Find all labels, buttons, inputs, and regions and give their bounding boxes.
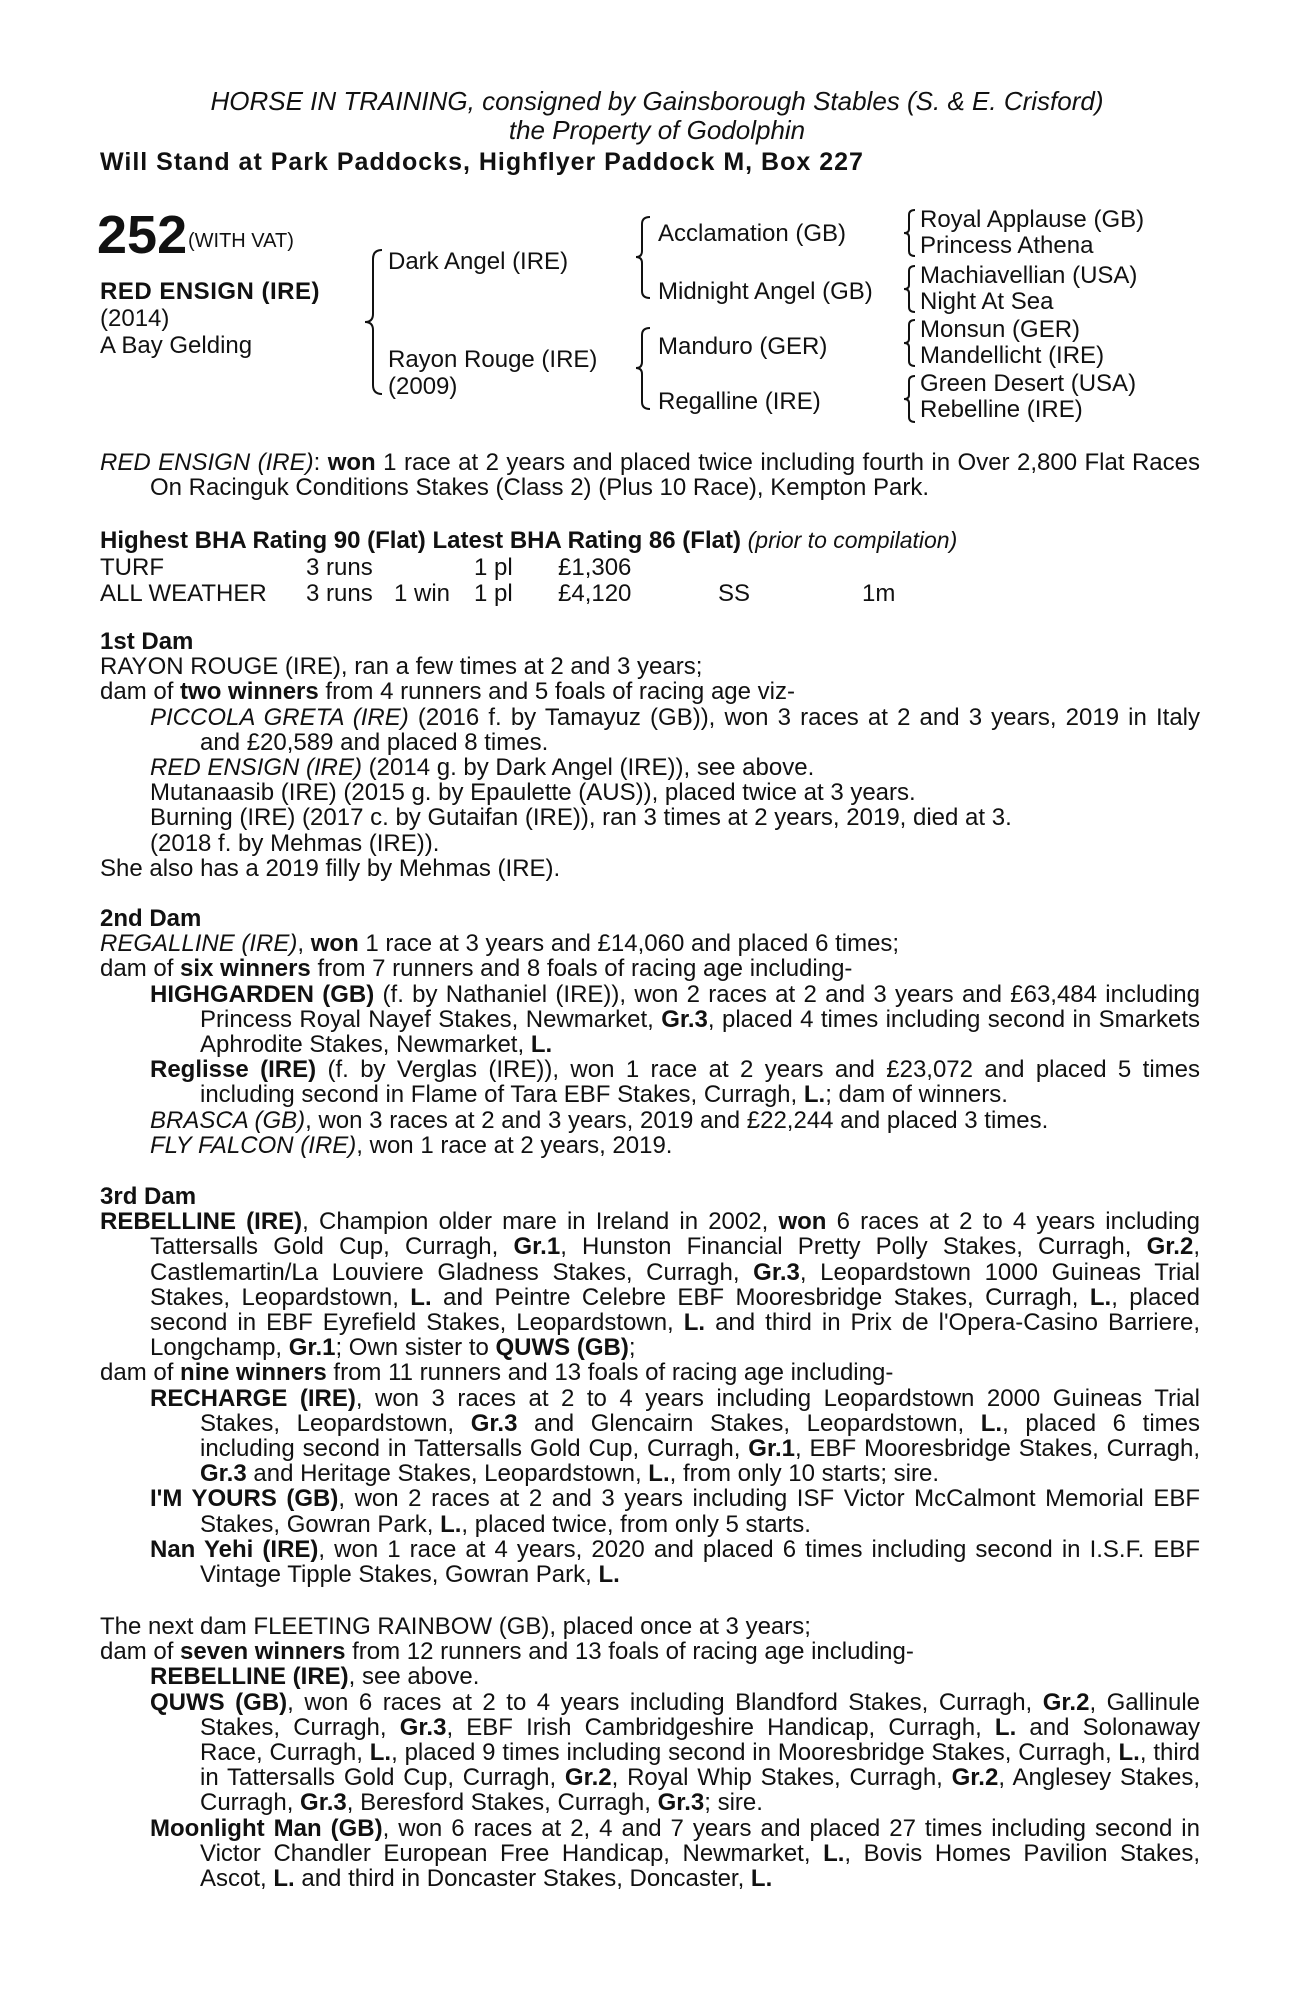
first-dam-heading: 1st Dam <box>100 628 194 655</box>
consignor-line: HORSE IN TRAINING, consigned by Gainsborough Stables (S. & E. Crisford) <box>210 86 1104 116</box>
produce-moonlight-man: Moonlight Man (GB), won 6 races at 2, 4 and 7 years and placed 27 times including second in Victor Chandler European Free Handicap, Newmarket, L., Bovis Homes Pavilion Stakes, Ascot, L. and third in Doncaster Stakes, Doncaster, L. <box>150 1814 1200 1893</box>
pedigree-dam-dam: Regalline (IRE) <box>658 388 821 415</box>
latest-rating: Latest BHA Rating 86 (Flat) <box>432 527 741 554</box>
produce-fly-falcon: FLY FALCON (IRE), won 1 race at 2 years, 2019. <box>150 1131 673 1159</box>
pedigree-brace-dam <box>632 326 656 411</box>
produce-2018-filly: (2018 f. by Mehmas (IRE)). <box>150 829 440 857</box>
second-dam-heading: 2nd Dam <box>100 905 202 932</box>
ratings-note: (prior to compilation) <box>747 527 958 553</box>
horse-name: RED ENSIGN (IRE) <box>100 278 321 305</box>
lot-number: 252 <box>97 205 188 265</box>
produce-mutanaasib: Mutanaasib (IRE) (2015 g. by Epaulette (AUS)), placed twice at 3 years. <box>150 779 916 807</box>
first-dam-section: 1st Dam RAYON ROUGE (IRE), ran a few times at 2 and 3 years; dam of two winners from 4 runners and 5 foals of racing age viz- PICCOLA GRETA (IRE) (2016 f. by Tamayuz (GB)), won 3 races at 2 and 3 years, 2019 in Italy and £20,589 and placed 8 times. RED ENSIGN (IRE) (2014 g. by Dark Angel (IRE)), see above. Mutanaasib (IRE) (2015 g. by Epaulette (AUS)), placed twice at 3 years. Burning (IRE) (2017 c. by Gutaifan (IRE)), ran 3 times at 2 years, 2019, died at 3. (2018 f. by Mehmas (IRE)). She also has a 2019 filly by Mehmas (IRE). <box>100 628 1201 882</box>
ratings-line <box>100 527 957 555</box>
produce-highgarden: HIGHGARDEN (GB) (f. by Nathaniel (IRE)), won 2 races at 2 and 3 years and £63,484 including Princess Royal Nayef Stakes, Newmarket, Gr.3, placed 4 times including second in Smarkets Aphrodite Stakes, Newmarket, L. <box>150 980 1201 1059</box>
produce-recharge: RECHARGE (IRE), won 3 races at 2 to 4 years including Leopardstown 2000 Guineas Trial Stakes, Leopardstown, Gr.3 and Glencairn Stakes, Leopardstown, L., placed 6 times including second in Tattersalls Gold Cup, Curragh, Gr.1, EBF Mooresbridge Stakes, Curragh, Gr.3 and Heritage Stakes, Leopardstown, L., from only 10 starts; sire. <box>150 1384 1200 1488</box>
turf-label: TURF <box>100 554 164 581</box>
pedigree-g6: Mandellicht (IRE) <box>920 342 1105 369</box>
aw-money: £4,120 <box>558 580 632 607</box>
pedigree-dam: Rayon Rouge (IRE) <box>388 346 598 373</box>
pedigree-sire-dam: Midnight Angel (GB) <box>658 278 873 305</box>
turf-placed: 1 pl <box>474 554 513 581</box>
produce-brasca: BRASCA (GB), won 3 races at 2 and 3 years, 2019 and £22,244 and placed 3 times. <box>150 1106 1049 1134</box>
produce-quws: QUWS (GB), won 6 races at 2 to 4 years including Blandford Stakes, Curragh, Gr.2, Gallinule Stakes, Curragh, Gr.3, EBF Irish Cambridgeshire Handicap, Curragh, L. and Solonaway Race, Curragh, L., placed 9 times including second in Mooresbridge Stakes, Curragh, L., third in Tattersalls Gold Cup, Curragh, Gr.2, Royal Whip Stakes, Curragh, Gr.2, Anglesey Stakes, Curragh, Gr.3, Beresford Stakes, Curragh, Gr.3; sire. <box>150 1688 1201 1817</box>
produce-im-yours: I'M YOURS (GB), won 2 races at 2 and 3 years including ISF Victor McCalmont Memorial EBF Stakes, Gowran Park, L., placed twice, from only 5 starts. <box>150 1485 1200 1538</box>
pedigree-brace-g4 <box>900 374 920 424</box>
pedigree-g2: Princess Athena <box>920 232 1094 259</box>
aw-runs: 3 runs <box>306 580 373 607</box>
race-summary: RED ENSIGN (IRE): won 1 race at 2 years and placed twice including fourth in Over 2,800 Flat Races On Racinguk Conditions Stakes (Class 2) (Plus 10 Race), Kempton Park. <box>100 449 1200 502</box>
pedigree-sire-sire: Acclamation (GB) <box>658 220 847 247</box>
horse-year: (2014) <box>100 305 170 332</box>
produce-red-ensign: RED ENSIGN (IRE) (2014 g. by Dark Angel (IRE)), see above. <box>150 754 815 782</box>
pedigree-brace-sire <box>632 215 656 300</box>
next-dam-line: The next dam FLEETING RAINBOW (GB), placed once at 3 years; <box>100 1613 811 1640</box>
aw-distance: 1m <box>862 580 896 607</box>
pedigree-brace-main <box>360 248 390 396</box>
property-line: the Property of Godolphin <box>508 115 806 145</box>
pedigree-g4: Night At Sea <box>920 288 1054 315</box>
pedigree-g7: Green Desert (USA) <box>920 370 1137 397</box>
pedigree-brace-g3 <box>900 318 920 368</box>
third-dam-section: 3rd Dam REBELLINE (IRE), Champion older mare in Ireland in 2002, won 6 races at 2 to 4 years including Tattersalls Gold Cup, Curragh, Gr.1, Hunston Financial Pretty Polly Stakes, Curragh, Gr.2, Castlemartin/La Louviere Gladness Stakes, Curragh, Gr.3, Leopardstown 1000 Guineas Trial Stakes, Leopardstown, L. and Peintre Celebre EBF Mooresbridge Stakes, Curragh, L., placed second in EBF Eyrefield Stakes, Leopardstown, L. and third in Prix de l'Opera-Casino Barriere, Longchamp, Gr.1; Own sister to QUWS (GB); dam of nine winners from 11 runners and 13 foals of racing age including- RECHARGE (IRE), won 3 races at 2 to 4 years including Leopardstown 2000 Guineas Trial Stakes, Leopardstown, Gr.3 and Glencairn Stakes, Leopardstown, L., placed 6 times including second in Tattersalls Gold Cup, Curragh, Gr.1, EBF Mooresbridge Stakes, Curragh, Gr.3 and Heritage Stakes, Leopardstown, L., from only 10 starts; sire. I'M YOURS (GB), won 2 races at 2 and 3 years including ISF Victor McCalmont Memorial EBF Stakes, Gowran Park, L., placed twice, from only 5 starts. Nan Yehi (IRE), won 1 race at 4 years, 2020 and placed 6 times including second in I.S.F. EBF Vintage Tipple Stakes, Gowran Park, L. <box>100 1183 1201 1589</box>
first-dam-line: RAYON ROUGE (IRE), ran a few times at 2 and 3 years; <box>100 653 703 681</box>
horse-description: A Bay Gelding <box>100 332 253 359</box>
second-dam-section: 2nd Dam REGALLINE (IRE), won 1 race at 3 years and £14,060 and placed 6 times; dam of six winners from 7 runners and 8 foals of racing age including- HIGHGARDEN (GB) (f. by Nathaniel (IRE)), won 2 races at 2 and 3 years and £63,484 including Princess Royal Nayef Stakes, Newmarket, Gr.3, placed 4 times including second in Smarkets Aphrodite Stakes, Newmarket, L. Reglisse (IRE) (f. by Verglas (IRE)), won 1 race at 2 years and £23,072 and placed 5 times including second in Flame of Tara EBF Stakes, Curragh, L.; dam of winners. BRASCA (GB), won 3 races at 2 and 3 years, 2019 and £22,244 and placed 3 times. FLY FALCON (IRE), won 1 race at 2 years, 2019. <box>100 905 1201 1159</box>
third-dam-record: REBELLINE (IRE), Champion older mare in Ireland in 2002, won 6 races at 2 to 4 years including Tattersalls Gold Cup, Curragh, Gr.1, Hunston Financial Pretty Polly Stakes, Curragh, Gr.2, Castlemartin/La Louviere Gladness Stakes, Curragh, Gr.3, Leopardstown 1000 Guineas Trial Stakes, Leopardstown, L. and Peintre Celebre EBF Mooresbridge Stakes, Curragh, L., placed second in EBF Eyrefield Stakes, Leopardstown, L. and third in Prix de l'Opera-Casino Barriere, Longchamp, Gr.1; Own sister to QUWS (GB); <box>100 1208 1200 1362</box>
first-dam-note: She also has a 2019 filly by Mehmas (IRE). <box>100 854 561 882</box>
turf-money: £1,306 <box>558 554 632 581</box>
pedigree-g5: Monsun (GER) <box>920 316 1081 343</box>
aw-label: ALL WEATHER <box>100 580 267 607</box>
summary-won: won <box>327 449 376 476</box>
produce-reglisse: Reglisse (IRE) (f. by Verglas (IRE)), won 1 race at 2 years and £23,072 and placed 5 times including second in Flame of Tara EBF Stakes, Curragh, L.; dam of winners. <box>150 1056 1200 1109</box>
summary-horse-name: RED ENSIGN (IRE) <box>100 449 314 476</box>
produce-burning: Burning (IRE) (2017 c. by Gutaifan (IRE)), ran 3 times at 2 years, 2019, died at 3. <box>150 804 1012 832</box>
pedigree-g8: Rebelline (IRE) <box>920 396 1083 423</box>
pedigree-g1: Royal Applause (GB) <box>920 206 1145 233</box>
turf-runs: 3 runs <box>306 554 373 581</box>
produce-piccola-greta: PICCOLA GRETA (IRE) (2016 f. by Tamayuz (GB)), won 3 races at 2 and 3 years, 2019 in Italy and £20,589 and placed 8 times. <box>150 703 1201 756</box>
produce-rebelline: REBELLINE (IRE), see above. <box>150 1663 480 1691</box>
next-dam-section: The next dam FLEETING RAINBOW (GB), placed once at 3 years; dam of seven winners from 12 runners and 13 foals of racing age including- REBELLINE (IRE), see above. QUWS (GB), won 6 races at 2 to 4 years including Blandford Stakes, Curragh, Gr.2, Gallinule Stakes, Curragh, Gr.3, EBF Irish Cambridgeshire Handicap, Curragh, L. and Solonaway Race, Curragh, L., placed 9 times including second in Mooresbridge Stakes, Curragh, L., third in Tattersalls Gold Cup, Curragh, Gr.2, Royal Whip Stakes, Curragh, Gr.2, Anglesey Stakes, Curragh, Gr.3, Beresford Stakes, Curragh, Gr.3; sire. Moonlight Man (GB), won 6 races at 2, 4 and 7 years and placed 27 times including second in Victor Chandler European Free Handicap, Newmarket, L., Bovis Homes Pavilion Stakes, Ascot, L. and third in Doncaster Stakes, Doncaster, L. <box>100 1613 1201 1893</box>
pedigree-g3: Machiavellian (USA) <box>920 262 1138 289</box>
highest-rating: Highest BHA Rating 90 (Flat) <box>100 527 426 554</box>
pedigree-sire: Dark Angel (IRE) <box>388 248 569 275</box>
third-dam-heading: 3rd Dam <box>100 1183 197 1210</box>
pedigree-dam-year: (2009) <box>388 373 458 400</box>
aw-placed: 1 pl <box>474 580 513 607</box>
stand-line: Will Stand at Park Paddocks, Highflyer Paddock M, Box 227 <box>100 148 864 176</box>
aw-going: SS <box>718 580 751 607</box>
aw-wins: 1 win <box>394 580 451 607</box>
vat-label: (WITH VAT) <box>188 230 294 252</box>
produce-nan-yehi: Nan Yehi (IRE), won 1 race at 4 years, 2020 and placed 6 times including second in I.S.F. EBF Vintage Tipple Stakes, Gowran Park, L. <box>150 1535 1201 1589</box>
pedigree-dam-sire: Manduro (GER) <box>658 333 828 360</box>
pedigree-brace-g1 <box>900 208 920 258</box>
pedigree-brace-g2 <box>900 264 920 314</box>
